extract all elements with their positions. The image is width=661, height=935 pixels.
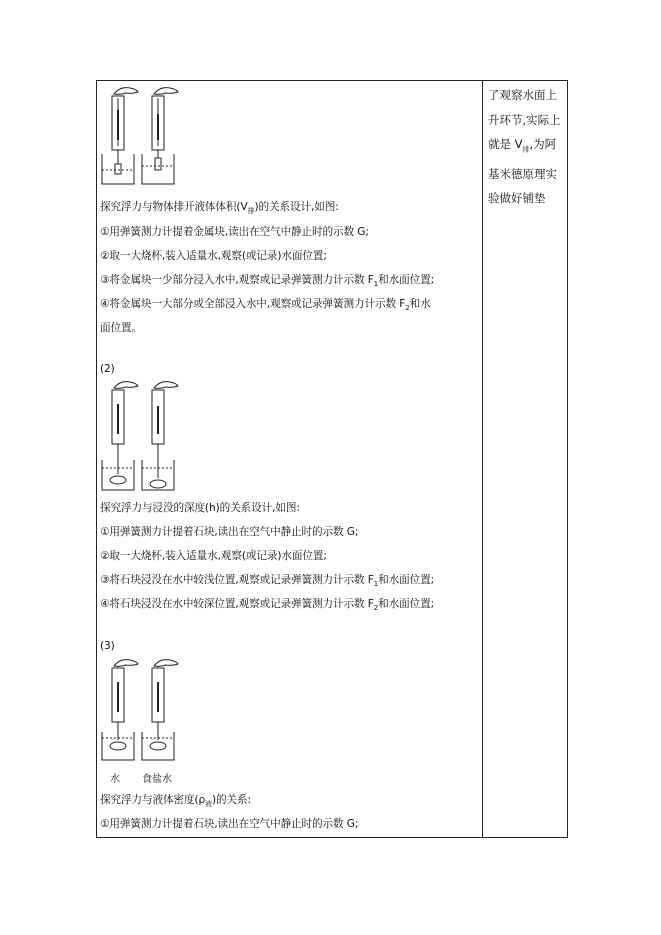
figure-3-apparatus	[100, 656, 190, 766]
note-line-3: 就是 $V_排$,为阿	[488, 137, 557, 154]
sec1-step-1: ①用弹簧测力计提着金属块,读出在空气中静止时的示数 G;	[100, 226, 369, 238]
sec3-intro: 探究浮力与液体密度$(\rho_液)$的关系:	[100, 794, 251, 809]
hand-icon	[154, 88, 178, 95]
hand-icon	[114, 660, 138, 667]
sec1-step-4-cont: 面位置。	[100, 322, 142, 334]
note-line-4: 基米德原理实	[488, 166, 557, 181]
note-line-5: 验做好铺垫	[488, 191, 546, 206]
label-salt-water: 食盐水	[142, 774, 172, 785]
sec3-number: (3)	[100, 640, 115, 652]
hand-icon	[154, 382, 178, 389]
sec3-step-1: ①用弹簧测力计提着石块,读出在空气中静止时的示数 G;	[100, 818, 359, 830]
label-water: 水	[110, 774, 120, 785]
hand-icon	[114, 382, 138, 389]
sec1-intro: 探究浮力与物体排开液体体积$(V_排)$的关系设计,如图:	[100, 201, 339, 216]
note-v-sub: 排	[522, 145, 530, 154]
sec1-step-3: ③将金属块一少部分浸入水中,观察或记录弹簧测力计示数 $F_1$和水面位置;	[100, 274, 435, 289]
figure-1-apparatus	[100, 84, 190, 194]
note-line-2: 升环节,实际上	[488, 112, 561, 127]
sec2-step-2: ②取一大烧杯,装入适量水,观察(或记录)水面位置;	[100, 550, 327, 562]
sec2-step-1: ①用弹簧测力计提着石块,读出在空气中静止时的示数 G;	[100, 526, 359, 538]
hand-icon	[114, 88, 138, 95]
sec2-step-4: ④将石块浸没在水中较深位置,观察或记录弹簧测力计示数 $F_2$和水面位置;	[100, 598, 435, 613]
note-line-1: 了观察水面上	[488, 88, 557, 102]
note-column	[488, 83, 564, 211]
figure-2-apparatus	[100, 378, 190, 498]
hand-icon	[154, 660, 178, 667]
sec2-step-3: ③将石块浸没在水中较浅位置,观察或记录弹簧测力计示数 $F_1$和水面位置;	[100, 574, 435, 589]
sec2-number: (2)	[100, 363, 115, 375]
sec1-step-2: ②取一大烧杯,装入适量水,观察(或记录)水面位置;	[100, 250, 327, 262]
sec2-intro: 探究浮力与浸没的深度(h)的关系设计,如图:	[100, 502, 300, 514]
column-divider	[482, 81, 483, 837]
sec1-step-4: ④将金属块一大部分或全部浸入水中,观察或记录弹簧测力计示数 $F_2$和水	[100, 298, 431, 313]
